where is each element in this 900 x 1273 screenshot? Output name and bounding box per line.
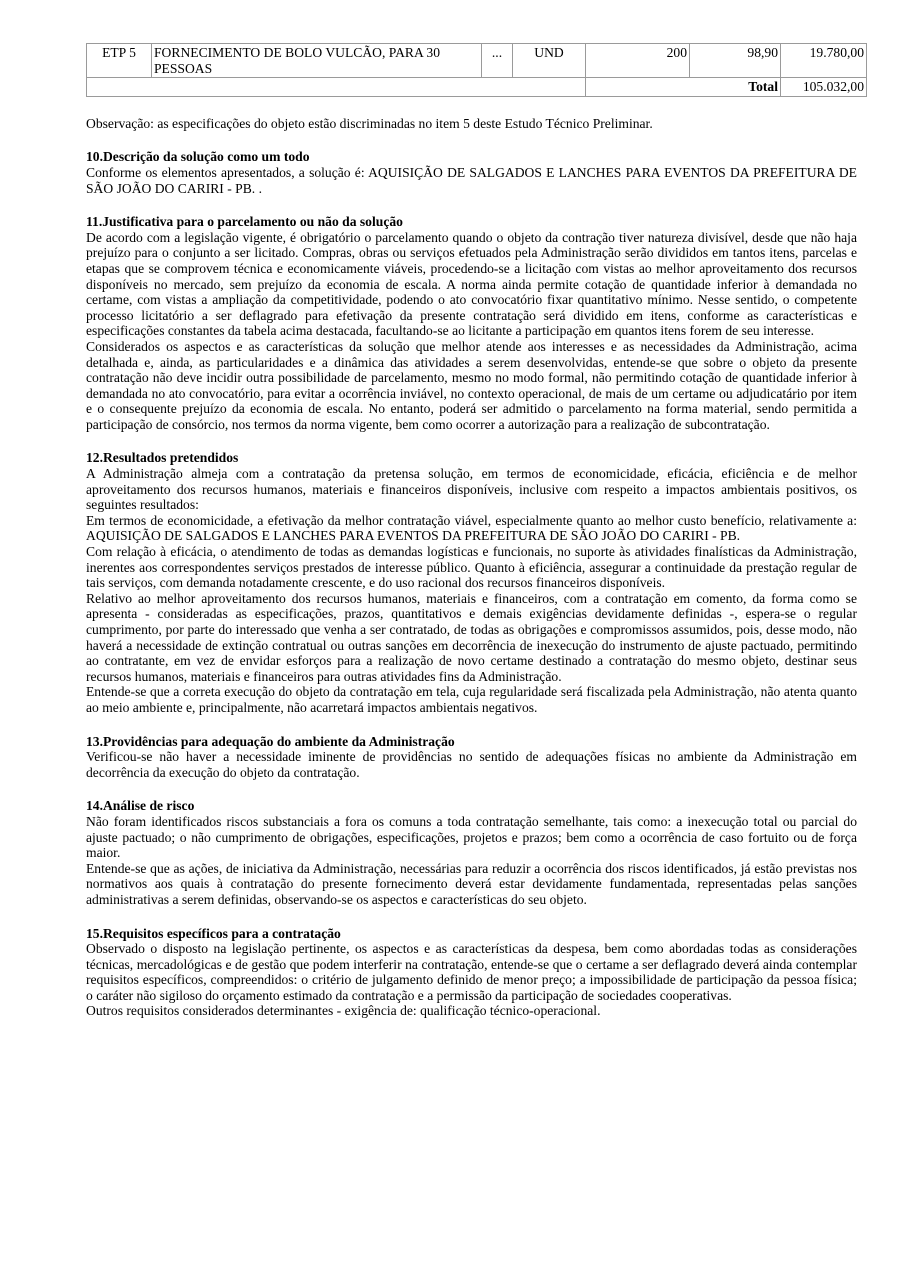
section-14 [86, 798, 857, 907]
section-title: 13.Providências para adequação do ambiente da Administração [86, 733, 455, 749]
paragraph: Relativo ao melhor aproveitamento dos recursos humanos, materiais e financeiros, com a contratação em comento, da forma como se apresenta - consideradas as especificações, prazos, quantitativos e demais exigências devidamente definidas -, espera-se o regular cumprimento, por parte do interessado que venha a ser contratado, de todas as obrigações e compromissos assumidos, pois, desse modo, não haverá a necessidade de extinção contratual ou outras sanções em decorrência de inexecução do instrumento de ajuste pactuado, permitindo ao contratante, em vez de envidar esforços para a realização de novo certame destinado a contratação do mesmo objeto, destinar seus recursos humanos, materiais e financeiros para outras atividades fins da Administração. [86, 590, 857, 684]
items-table [86, 43, 867, 97]
paragraph: De acordo com a legislação vigente, é obrigatório o parcelamento quando o objeto da contração tiver natureza divisível, desde que não haja prejuízo para o conjunto a ser licitado. Compras, obras ou serviços efetuados pela Administração serão divididos em tantos itens, parcelas e etapas que se comprovem técnica e economicamente viáveis, procedendo-se a licitação com vistas ao melhor aproveitamento dos recursos disponíveis no mercado, sem prejuízo da economia de escala. A norma ainda permite cotação de quantidade inferior à demandada no certame, com vistas a ampliação da competitividade, podendo o ato convocatório fixar quantitativo mínimo. Nesse sentido, o competente processo licitatório a ser deflagrado para efetivação da presente contratação será dividido em itens, conforme as características e especificações constantes da tabela acima destacada, facultando-se ao licitante a participação em quantos itens forem de seu interesse. [86, 229, 857, 339]
section-title: 11.Justificativa para o parcelamento ou não da solução [86, 214, 403, 230]
item-quantity-cell: 200 [586, 44, 690, 78]
paragraph: Com relação à eficácia, o atendimento de todas as demandas logísticas e funcionais, no suporte às atividades finalísticas da Administração, inerentes aos correspondentes serviços prestados de interesse público. Quanto à eficiência, assegurar a continuidade da prestação regular de tais serviços, com demanda notadamente crescente, e do uso racional dos recursos financeiros disponíveis. [86, 544, 857, 591]
section-title: 10.Descrição da solução como um todo [86, 149, 310, 165]
paragraph: Entende-se que as ações, de iniciativa da Administração, necessárias para reduzir a ocorrência dos riscos identificados, já estão previstas nos normativos aos quais à contratação do presente fornecimento deverá estar devidamente fundamentada, representadas pelas sanções administrativas a serem definidas, observando-se os aspectos e características do seu objeto. [86, 860, 857, 907]
paragraph: Verificou-se não haver a necessidade iminente de providências no sentido de adequações físicas no ambiente da Administração em decorrência da execução do objeto da contratação. [86, 749, 857, 780]
section-11 [86, 214, 857, 432]
paragraph: Observado o disposto na legislação pertinente, os aspectos e as características da despesa, bem como abordadas todas as considerações técnicas, mercadológicas e de gestão que podem interferir na contratação, entende-se que o certame a ser deflagrado deverá ainda contemplar requisitos específicos, compreendidos: o critério de julgamento definido de menor preço; a impossibilidade de participação da pessoa física; o caráter não sigiloso do orçamento estimado da contratação e a permissão da participação de sociedades cooperativas. [86, 941, 857, 1003]
item-description-cell: FORNECIMENTO DE BOLO VULCÃO, PARA 30 PESSOAS [152, 44, 482, 78]
table-total-row [87, 78, 867, 97]
section-13 [86, 734, 857, 781]
paragraph: Em termos de economicidade, a efetivação da melhor contratação viável, especialmente quanto ao melhor custo benefício, relativamente a: AQUISIÇÃO DE SALGADOS E LANCHES PARA EVENTOS DA PREFEITURA DE SÃO JOÃO DO CARIRI - PB. [86, 512, 857, 544]
paragraph: Outros requisitos considerados determinantes - exigência de: qualificação técnico-operacional. [86, 1003, 601, 1019]
total-value-cell: 105.032,00 [781, 78, 867, 97]
item-total-cell: 19.780,00 [781, 44, 867, 78]
section-12 [86, 450, 857, 715]
paragraph: Não foram identificados riscos substanciais a fora os comuns a toda contratação semelhante, tais como: a inexecução total ou parcial do ajuste pactuado; o não cumprimento de obrigações, especificações, projetos e prazos; bem como a ocorrência de caso fortuito ou de força maior. [86, 813, 857, 861]
document-page [86, 43, 864, 1019]
section-15 [86, 926, 857, 1020]
paragraph: A Administração almeja com a contratação da pretensa solução, em termos de economicidade, eficácia, eficiência e de melhor aproveitamento dos recursos humanos, materiais e financeiros disponíveis, inclusive com respeito a impactos ambientais positivos, os seguintes resultados: [86, 466, 857, 513]
section-title: 15.Requisitos específicos para a contratação [86, 925, 341, 941]
paragraph: Conforme os elementos apresentados, a solução é: AQUISIÇÃO DE SALGADOS E LANCHES PARA EVENTOS DA PREFEITURA DE SÃO JOÃO DO CARIRI - PB. . [86, 164, 857, 196]
item-unit-price-cell: 98,90 [690, 44, 781, 78]
item-unit-cell: UND [513, 44, 586, 78]
section-title: 14.Análise de risco [86, 798, 195, 814]
table-row [87, 44, 867, 78]
item-brand-cell: ... [482, 44, 513, 78]
section-10 [86, 149, 857, 196]
total-label-cell: Total [586, 78, 781, 97]
item-code-cell: ETP 5 [87, 44, 152, 78]
paragraph: Entende-se que a correta execução do objeto da contratação em tela, cuja regularidade será fiscalizada pela Administração, não atenta quanto ao meio ambiente e, principalmente, não acarretará impactos ambientais negativos. [86, 684, 857, 715]
empty-cell [87, 78, 586, 97]
section-title: 12.Resultados pretendidos [86, 450, 239, 466]
paragraph: Considerados os aspectos e as características da solução que melhor atende aos interesses e as necessidades da Administração, acima detalhada e, ainda, as particularidades e a dinâmica das atividades a serem desenvolvidas, entende-se que sobre o objeto da presente contratação não deve incidir outra possibilidade de parcelamento, mesmo no modo formal, não permitindo cotação de quantidade inferior à demandada no ato convocatório, para evitar a ocorrência inviável, no contexto operacional, de mais de um certame ou adjudicatário por item e o consequente prejuízo da economia de escala. No entanto, poderá ser admitido o parcelamento na forma material, sendo permitida a participação de consórcio, nos termos da norma vigente, bem como ocorrer a autorização para a realização de subcontratação. [86, 338, 857, 432]
observation-text: Observação: as especificações do objeto estão discriminadas no item 5 deste Estudo Técnico Preliminar. [86, 115, 653, 131]
